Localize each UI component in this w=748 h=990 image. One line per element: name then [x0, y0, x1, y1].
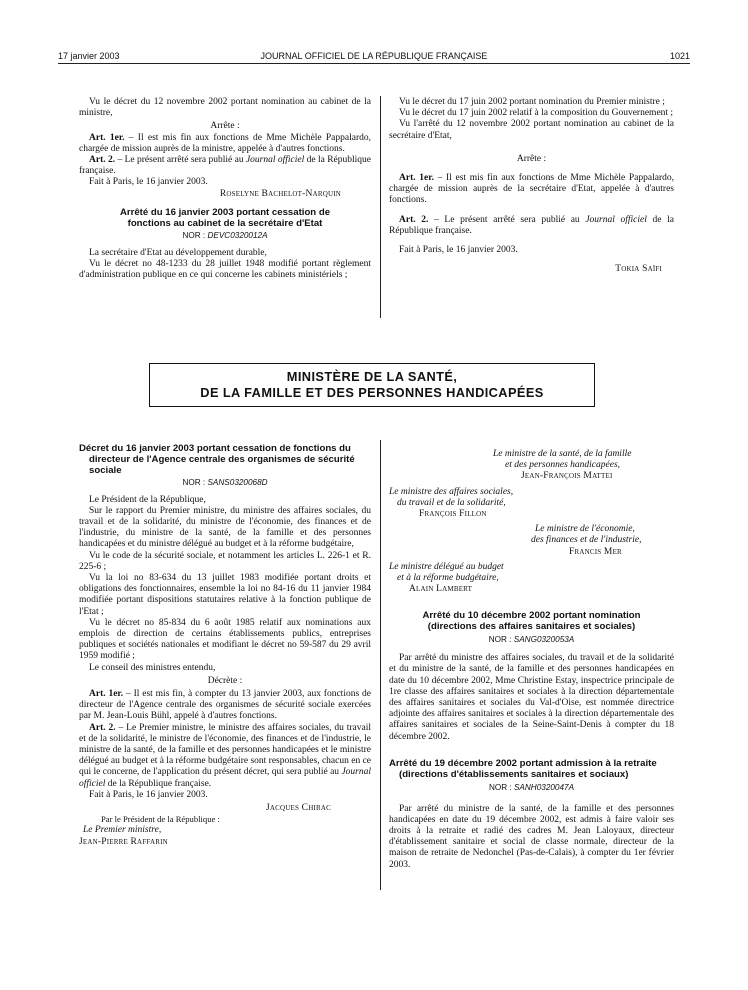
- fait-line: Fait à Paris, le 16 janvier 2003.: [89, 789, 208, 800]
- journal-ref: Journal officiel: [79, 767, 371, 789]
- paragraph: La secrétaire d'Etat au développement durable,: [89, 247, 267, 258]
- article-text: – Le Premier ministre, le ministre des affaires sociales, du travail et de la solidarité, le ministre de l'économie, des finances et de l'industrie, le ministre de la santé, de la famille et des personnes handicapées et le ministre délégué au budget et à la réforme budgétaire sont responsables, chacun en ce qui le concerne, de l'application du présent décret, qui sera publié au: [79, 722, 371, 778]
- paragraph: Vu le décret du 12 novembre 2002 portant nomination au cabinet de la ministre,: [79, 97, 371, 119]
- ministry-banner: [149, 363, 595, 407]
- decret-title: Décret du 16 janvier 2003 portant cessation de fonctions du directeur de l'Agence centrale des organismes de sécurité sociale: [79, 443, 355, 476]
- paragraph: Vu le décret du 17 juin 2002 portant nomination du Premier ministre ;: [399, 97, 665, 107]
- signatory-title: Le ministre des affaires sociales,: [389, 486, 514, 497]
- paragraph: Vu le décret du 17 juin 2002 relatif à la composition du Gouvernement ;: [399, 108, 674, 119]
- article-text: de la République française.: [105, 778, 212, 789]
- signatory-title: des finances et de l'industrie,: [531, 535, 642, 546]
- article-text: de la République française.: [79, 155, 372, 177]
- article-1: [389, 173, 674, 207]
- signatory-name: Alain Lambert: [409, 584, 473, 595]
- arrete-heading: Arrête :: [516, 153, 547, 164]
- top-right-column: [389, 97, 674, 275]
- signatory-title: Le ministre délégué au budget: [389, 561, 504, 572]
- fait-line: Fait à Paris, le 16 janvier 2003.: [89, 177, 208, 188]
- nor-reference: [389, 782, 674, 793]
- nor-reference: [79, 230, 371, 241]
- column-divider-top: [380, 96, 381, 318]
- section-title: Arrêté du 19 décembre 2002 portant admission à la retraite (directions d'établissements sanitaires et sociaux): [389, 757, 657, 780]
- section-title: Arrêté du 16 janvier 2003 portant cessation de fonctions au cabinet de la secrétaire d'Etat: [119, 206, 331, 229]
- signatory-social: [389, 487, 674, 521]
- arrete-heading: Arrête :: [210, 121, 240, 132]
- header-rule: [58, 63, 690, 64]
- paragraph: Sur le rapport du Premier ministre, du ministre des affaires sociales, du travail et de la solidarité, du ministre de l'économie, des finances et de l'industrie, du ministre de la santé, de la famille et des personnes handicapées et du ministre délégué au budget et à la réforme budgétaire,: [79, 505, 371, 550]
- journal-ref: Journal officiel: [585, 214, 647, 225]
- par-le-president: Par le Président de la République :: [101, 814, 220, 825]
- nor-code: SANG0320053A: [513, 635, 575, 645]
- paragraph: Le conseil des ministres entendu,: [89, 662, 216, 673]
- article-1: [79, 689, 371, 723]
- nor-reference: [79, 477, 371, 488]
- article-label: Art. 1er.: [89, 132, 125, 143]
- signatory-title: du travail et de la solidarité,: [397, 497, 506, 508]
- journal-title: JOURNAL OFFICIEL DE LA RÉPUBLIQUE FRANÇAISE: [260, 51, 488, 61]
- signature: Roselyne Bachelot-Narquin: [219, 188, 341, 199]
- article-text: – Il est mis fin aux fonctions de Mme Michèle Pappalardo, chargée de mission auprès de la secrétaire d'Etat, appelée à d'autres fonctions.: [389, 173, 674, 206]
- article-text: – Le présent arrêté sera publié au: [115, 155, 246, 166]
- paragraph: Vu le code de la sécurité sociale, et notamment les articles L. 226-1 et R. 225-6 ;: [79, 550, 371, 572]
- signatory-title: et des personnes handicapées,: [505, 460, 621, 471]
- paragraph: Vu la loi no 83-634 du 13 juillet 1983 modifiée portant droits et obligations des fonctionnaires, ensemble la loi no 84-16 du 11 janvier 1984 modifiée portant dispositions statutaires relative à la fonction publique de l'Etat ;: [79, 573, 371, 617]
- page-number: 1021: [669, 51, 690, 61]
- article-text: – Le présent arrêté sera publié au: [428, 214, 586, 225]
- article-label: Art. 2.: [89, 155, 116, 166]
- signatory-title: Le ministre de l'économie,: [535, 524, 635, 535]
- paragraph: Vu l'arrêté du 12 novembre 2002 portant nomination au cabinet de la secrétaire d'Etat,: [389, 119, 674, 141]
- signature-president: Jacques Chirac: [266, 803, 331, 814]
- column-divider-bottom: [380, 440, 381, 890]
- signatory-name: Jean-François Mattei: [521, 471, 613, 482]
- article-label: Art. 1er.: [399, 173, 434, 184]
- journal-ref: Journal officiel: [245, 155, 305, 166]
- nor-label: NOR :: [182, 231, 208, 241]
- paragraph: Vu le décret no 48-1233 du 28 juillet 1948 modifié portant règlement d'administration publique en ce qui concerne les cabinets ministériels ;: [79, 258, 371, 281]
- paragraph: Le Président de la République,: [89, 494, 206, 505]
- signatory-budget: [389, 562, 674, 596]
- paragraph: Par arrêté du ministre de la santé, de la famille et des personnes handicapées en date du 19 décembre 2002, est admis à faire valoir ses droits à la retraite et radié des cadres M. Jean Laloyaux, directeur d'établissement sanitaire et social de classe normale, directeur de la maison de retraite de Nedonchel (Pas-de-Calais), à compter du 1er février 2003.: [389, 803, 674, 870]
- article-text: – Il est mis fin aux fonctions de Mme Michèle Pappalardo, chargée de mission auprès de la ministre, appelée à d'autres fonctions.: [79, 132, 371, 154]
- nor-code: SANS0320068D: [207, 478, 268, 488]
- article-text: de la République française.: [389, 214, 675, 236]
- nor-code: DEVC0320012A: [207, 231, 268, 241]
- pm-title: Le Premier ministre,: [83, 825, 162, 836]
- section-title: [389, 611, 674, 633]
- article-text: – Il est mis fin, à compter du 13 janvier 2003, aux fonctions de directeur de l'Agence centrale des organismes de sécurité sociale exercées par M. Jean-Louis Bühl, appelé à d'autres fonctions.: [79, 689, 371, 722]
- section-title-line: (directions des affaires sanitaires et sociales): [427, 621, 636, 633]
- nor-label: NOR :: [488, 783, 514, 793]
- nor-code: SANH0320047A: [513, 783, 575, 793]
- article-label: Art. 2.: [89, 722, 116, 733]
- article-2: [389, 215, 674, 237]
- article-label: Art. 2.: [399, 214, 429, 225]
- article-label: Art. 1er.: [89, 689, 124, 700]
- decrete-heading: Décrète :: [207, 675, 243, 686]
- header-date: 17 janvier 2003: [58, 51, 120, 61]
- article-2: [79, 155, 371, 177]
- paragraph: Par arrêté du ministre des affaires sociales, du travail et de la solidarité et du ministre de la santé, de la famille et des personnes handicapées en date du 10 décembre 2002, Mme Christine Estay, inspectrice principale de 1re classe des affaires sanitaires et sociales à la direction départementale des affaires sanitaires et sociales du Val-d'Oise, est nommée directrice adjointe des affaires sanitaires et sociales à la direction départementale des affaires sanitaires et sociales de la Seine-Saint-Denis à compter du 18 décembre 2002.: [389, 653, 674, 742]
- ministry-line-1: MINISTÈRE DE LA SANTÉ,: [286, 369, 458, 384]
- signatory-name: Francis Mer: [569, 546, 622, 557]
- top-left-column: [79, 97, 371, 281]
- pm-signature: Jean-Pierre Raffarin: [79, 836, 168, 847]
- signatory-sante: [389, 449, 674, 483]
- nor-reference: [389, 634, 674, 645]
- signatory-title: et à la réforme budgétaire,: [397, 573, 499, 584]
- paragraph: Vu le décret no 85-834 du 6 août 1985 relatif aux nominations aux emplois de direction de certains établissements publics, entreprises publiques et sociétés nationales et modifiant le décret no 59-587 du 29 avril 1959 modifié ;: [79, 617, 371, 662]
- article-1: [79, 133, 371, 155]
- bottom-right-column: [389, 449, 674, 871]
- bottom-left-column: [79, 444, 371, 848]
- article-2: [79, 723, 371, 790]
- signatory-economie: [389, 524, 674, 558]
- section-title-line: Arrêté du 10 décembre 2002 portant nomination: [422, 610, 641, 622]
- signatory-title: Le ministre de la santé, de la famille: [493, 449, 632, 459]
- nor-label: NOR :: [182, 478, 208, 488]
- fait-line: Fait à Paris, le 16 janvier 2003.: [399, 245, 518, 256]
- signature: Tokia Saïfi: [615, 264, 662, 275]
- nor-label: NOR :: [488, 635, 514, 645]
- ministry-line-2: DE LA FAMILLE ET DES PERSONNES HANDICAPÉES: [200, 385, 544, 400]
- signatory-name: François Fillon: [419, 509, 487, 520]
